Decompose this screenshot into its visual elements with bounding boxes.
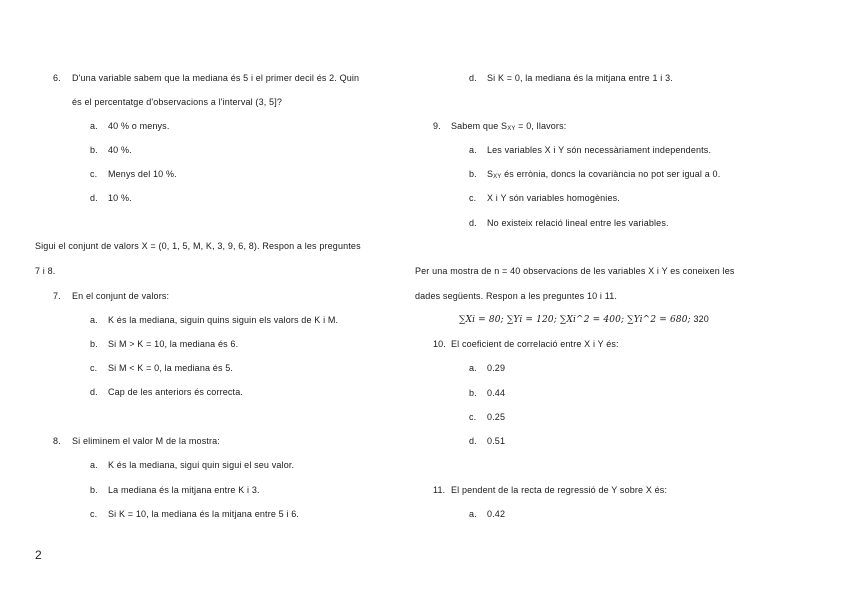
option-text: X i Y són variables homogènies. xyxy=(487,193,620,203)
formula: ∑Xi = 80; ∑Yi = 120; ∑Xi^2 = 400; ∑Yi^2 = 680; 320 xyxy=(459,314,709,325)
option-letter: a. xyxy=(90,460,98,470)
option-letter: b. xyxy=(469,388,477,398)
option-letter: b. xyxy=(469,169,477,179)
question-number: 8. xyxy=(53,436,61,446)
option-letter: a. xyxy=(90,315,98,325)
option-letter: c. xyxy=(90,509,98,519)
option-letter: a. xyxy=(469,363,477,373)
question-number: 6. xyxy=(53,73,61,83)
option-letter: d. xyxy=(469,73,477,83)
option-text: K és la mediana, siguin quins siguin els valors de K i M. xyxy=(108,315,339,325)
option-letter: c. xyxy=(469,193,477,203)
question-text: El coeficient de correlació entre X i Y és: xyxy=(451,339,619,349)
option-letter: b. xyxy=(90,339,98,349)
option-letter: a. xyxy=(90,121,98,131)
option-text: 0.51 xyxy=(487,436,506,446)
option-text: La mediana és la mitjana entre K i 3. xyxy=(108,485,260,495)
intro-text: 7 i 8. xyxy=(35,266,56,276)
option-letter: c. xyxy=(469,412,477,422)
option-text: 40 %. xyxy=(108,145,132,155)
option-letter: d. xyxy=(90,387,98,397)
option-text: Cap de les anteriors és correcta. xyxy=(108,387,244,397)
question-text: El pendent de la recta de regressió de Y sobre X és: xyxy=(451,485,668,495)
question-text: Sabem que $S_{XY} = 0$, llavors: xyxy=(451,121,567,132)
option-text: No existeix relació lineal entre les variables. xyxy=(487,218,669,228)
option-text: 0.42 xyxy=(487,509,506,519)
option-text: Si M > K = 10, la mediana és 6. xyxy=(108,339,239,349)
option-letter: d. xyxy=(90,193,98,203)
question-text: D'una variable sabem que la mediana és 5 i el primer decil és 2. Quin xyxy=(72,73,360,83)
option-text: Si M < K = 0, la mediana és 5. xyxy=(108,363,234,373)
option-letter: a. xyxy=(469,145,477,155)
option-text: $S_{XY}$ és errònia, doncs la covariància no pot ser igual a 0. xyxy=(487,169,721,180)
question-number: 7. xyxy=(53,291,61,301)
question-number: 10. xyxy=(433,339,446,349)
question-text: és el percentatge d'observacions a l'interval (3, 5]? xyxy=(72,97,283,107)
option-letter: c. xyxy=(90,363,98,373)
intro-text: Per una mostra de n = 40 observacions de les variables X i Y es coneixen les xyxy=(415,266,735,276)
question-text: En el conjunt de valors: xyxy=(72,291,170,301)
option-letter: a. xyxy=(469,509,477,519)
option-text: 0.44 xyxy=(487,388,506,398)
option-letter: d. xyxy=(469,436,477,446)
option-text: 40 % o menys. xyxy=(108,121,170,131)
question-number: 9. xyxy=(433,121,441,131)
page-number: 2 xyxy=(35,548,42,562)
option-text: Menys del 10 %. xyxy=(108,169,177,179)
intro-text: dades següents. Respon a les preguntes 10 i 11. xyxy=(415,291,618,301)
option-text: Si K = 0, la mediana és la mitjana entre 1 i 3. xyxy=(487,73,673,83)
question-number: 11. xyxy=(433,485,446,495)
option-text: Si K = 10, la mediana és la mitjana entre 5 i 6. xyxy=(108,509,300,519)
intro-text: Sigui el conjunt de valors X = (0, 1, 5, M, K, 3, 9, 6, 8). Respon a les preguntes xyxy=(35,241,361,251)
option-text: K és la mediana, sigui quin sigui el seu valor. xyxy=(108,460,295,470)
question-text: Si eliminem el valor M de la mostra: xyxy=(72,436,220,446)
option-letter: b. xyxy=(90,485,98,495)
option-text: 10 %. xyxy=(108,193,132,203)
option-text: Les variables X i Y són necessàriament independents. xyxy=(487,145,712,155)
option-text: 0.29 xyxy=(487,363,506,373)
option-letter: b. xyxy=(90,145,98,155)
option-letter: c. xyxy=(90,169,98,179)
option-letter: d. xyxy=(469,218,477,228)
option-text: 0.25 xyxy=(487,412,506,422)
